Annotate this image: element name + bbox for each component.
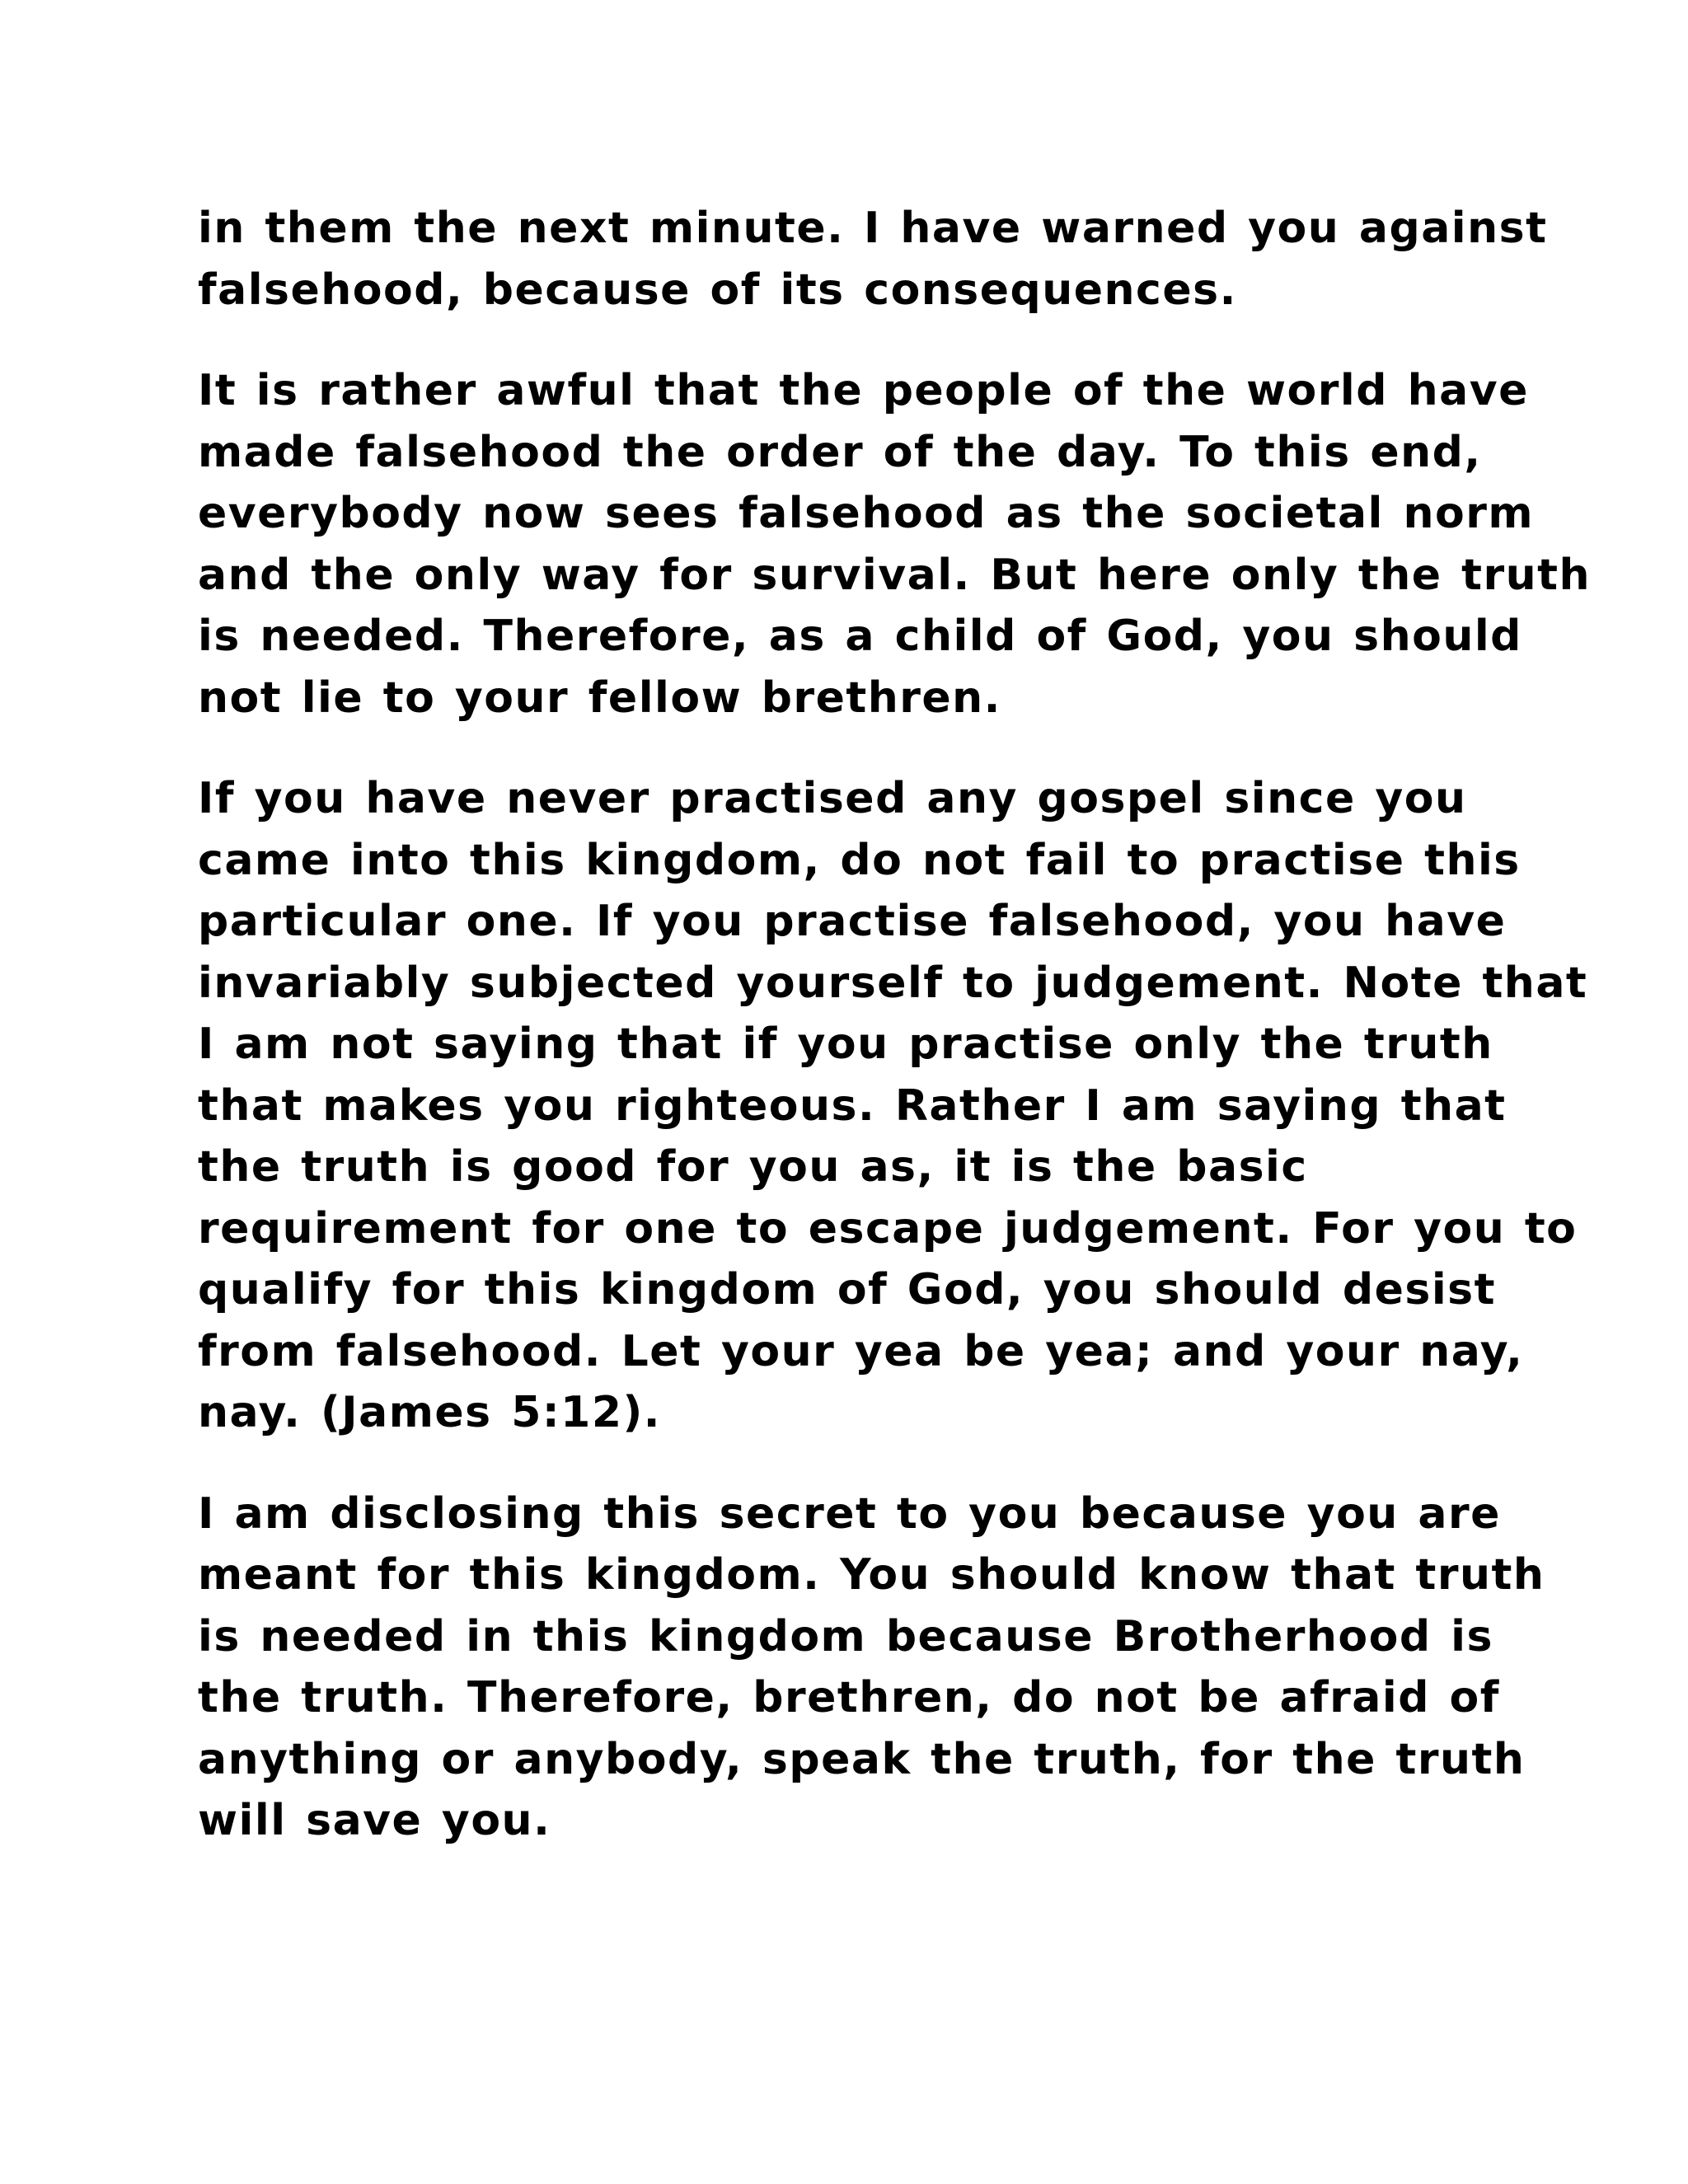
paragraph-3 [198, 768, 1588, 1444]
text-line: everybody now sees falsehood as the societal norm [198, 489, 1535, 538]
text-line: not lie to your fellow brethren. [198, 673, 1001, 723]
paragraph-2 [198, 360, 1592, 729]
text-line: requirement for one to escape judgement. For you to [198, 1203, 1578, 1254]
text-line: the truth. Therefore, brethren, do not be afraid of [198, 1673, 1500, 1722]
text-line: falsehood, because of its consequences. [198, 265, 1237, 315]
text-line: nay. (James 5:12). [198, 1388, 662, 1437]
document-body [198, 198, 1592, 1891]
text-line: made falsehood the order of the day. To this end, [198, 427, 1482, 477]
text-line: is needed in this kingdom because Brotherhood is [198, 1611, 1493, 1661]
text-line: qualify for this kingdom of God, you should desist [198, 1265, 1496, 1315]
text-line: particular one. If you practise falsehood, you have [198, 897, 1507, 946]
text-line: If you have never practised any gospel since you [198, 774, 1467, 823]
text-line: invariably subjected yourself to judgement. Note that [198, 958, 1588, 1008]
text-line: is needed. Therefore, as a child of God, you should [198, 612, 1522, 661]
text-line: anything or anybody, speak the truth, for the truth [198, 1734, 1526, 1784]
text-line: I am disclosing this secret to you because you are [198, 1488, 1501, 1539]
paragraph-1 [198, 198, 1548, 321]
text-line: meant for this kingdom. You should know that truth [198, 1550, 1545, 1600]
text-line: that makes you righteous. Rather I am saying that [198, 1080, 1507, 1131]
text-line: will save you. [198, 1796, 551, 1845]
text-line: I am not saying that if you practise only the truth [198, 1019, 1493, 1069]
text-line: in them the next minute. I have warned you against [198, 204, 1548, 253]
paragraph-4 [198, 1483, 1545, 1852]
text-line: and the only way for survival. But here only the truth [198, 550, 1592, 600]
text-line: It is rather awful that the people of the world have [198, 366, 1529, 415]
text-line: came into this kingdom, do not fail to practise this [198, 835, 1521, 885]
text-line: the truth is good for you as, it is the basic [198, 1142, 1308, 1192]
text-line: from falsehood. Let your yea be yea; and your nay, [198, 1326, 1524, 1376]
